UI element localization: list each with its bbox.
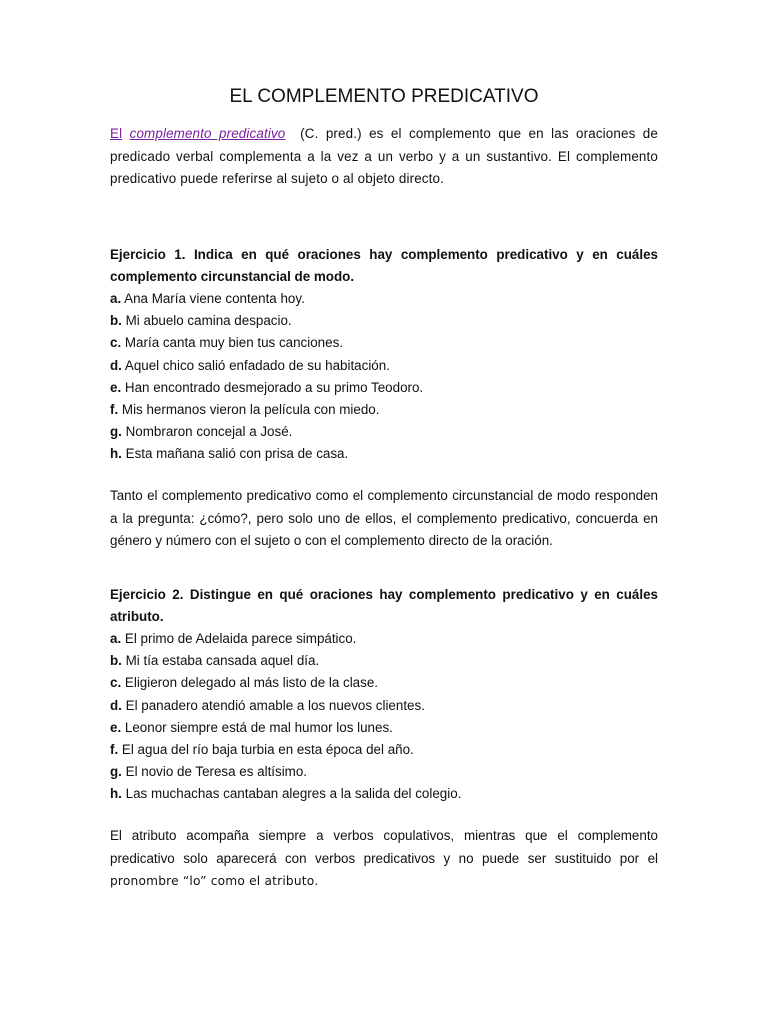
closing-text: El atributo acompaña siempre a verbos copulativos, mientras que el complemento predicativo solo aparecerá con verbos predicativos y no puede ser sustituido por el	[110, 828, 658, 866]
closing-paragraph	[110, 825, 658, 893]
item-letter: e.	[110, 379, 122, 395]
item-letter: f.	[110, 741, 119, 757]
exercise-2-heading: Ejercicio 2. Distingue en qué oraciones hay complemento predicativo y en cuáles atributo.	[110, 587, 658, 624]
list-item	[110, 628, 658, 650]
list-item	[110, 672, 658, 694]
list-item	[110, 783, 658, 805]
item-text: Mi abuelo camina despacio.	[125, 313, 292, 329]
exercise-2	[110, 584, 658, 806]
list-item	[110, 399, 658, 421]
item-letter: c.	[110, 335, 122, 351]
item-text: Ana María viene contenta hoy.	[124, 291, 305, 306]
exercise-1	[110, 244, 658, 466]
intro-term-link[interactable]: complemento predicativo	[129, 126, 286, 141]
item-text: María canta muy bien tus canciones.	[124, 335, 343, 351]
exercise-1-heading: Ejercicio 1. Indica en qué oraciones hay complemento predicativo y en cuáles complemento circunstancial de modo.	[110, 247, 658, 284]
item-text: Aquel chico salió enfadado de su habitación.	[124, 357, 390, 373]
item-letter: b.	[110, 653, 122, 669]
list-item	[110, 761, 658, 783]
list-item	[110, 695, 658, 717]
item-letter: d.	[110, 357, 122, 373]
explanation-1: Tanto el complemento predicativo como el complemento circunstancial de modo responden a la pregunta: ¿cómo?, pero solo uno de ellos, el complemento predicativo, concuerda en género y número con el sujeto o con el complemento directo de la oración.	[110, 488, 658, 548]
list-item	[110, 739, 658, 761]
list-item	[110, 421, 658, 443]
item-letter: c.	[110, 675, 122, 691]
item-letter: b.	[110, 313, 122, 329]
list-item	[110, 288, 658, 310]
item-text: Esta mañana salió con prisa de casa.	[125, 446, 349, 462]
list-item	[110, 443, 658, 465]
intro-paragraph	[110, 123, 658, 191]
list-item	[110, 310, 658, 332]
list-item	[110, 355, 658, 377]
item-letter: g.	[110, 424, 122, 440]
exercise-2-list	[110, 628, 658, 806]
list-item	[110, 377, 658, 399]
item-text: Mis hermanos vieron la película con miedo.	[121, 401, 380, 417]
item-text: El panadero atendió amable a los nuevos clientes.	[125, 697, 425, 713]
list-item	[110, 717, 658, 739]
item-text: El novio de Teresa es altísimo.	[125, 764, 308, 780]
item-text: Han encontrado desmejorado a su primo Teodoro.	[124, 379, 424, 395]
item-text: Leonor siempre está de mal humor los lunes.	[124, 719, 393, 735]
item-letter: e.	[110, 719, 122, 735]
item-text: Nombraron concejal a José.	[125, 424, 293, 440]
list-item	[110, 332, 658, 354]
item-text: El agua del río baja turbia en esta época del año.	[121, 741, 414, 757]
page-title: EL COMPLEMENTO PREDICATIVO	[229, 86, 539, 107]
item-text: Eligieron delegado al más listo de la clase.	[124, 675, 378, 691]
closing-tail: pronombre “lo” como el atributo.	[110, 874, 319, 889]
item-text: El primo de Adelaida parece simpático.	[124, 631, 357, 646]
item-letter: d.	[110, 697, 122, 713]
item-letter: a.	[110, 291, 122, 306]
item-letter: h.	[110, 446, 122, 462]
item-letter: a.	[110, 631, 122, 646]
item-text: Mi tía estaba cansada aquel día.	[125, 653, 320, 669]
intro-lead: El	[110, 126, 123, 141]
exercise-1-list	[110, 288, 658, 466]
item-letter: g.	[110, 764, 122, 780]
item-letter: f.	[110, 401, 119, 417]
item-text: Las muchachas cantaban alegres a la salida del colegio.	[125, 786, 462, 802]
list-item	[110, 650, 658, 672]
item-letter: h.	[110, 786, 122, 802]
intro-text: (C. pred.) es el complemento que en las oraciones de predicado verbal complementa a la vez a un verbo y a un sustantivo. El complemento predicativo puede referirse al sujeto o al objeto directo.	[110, 126, 659, 187]
